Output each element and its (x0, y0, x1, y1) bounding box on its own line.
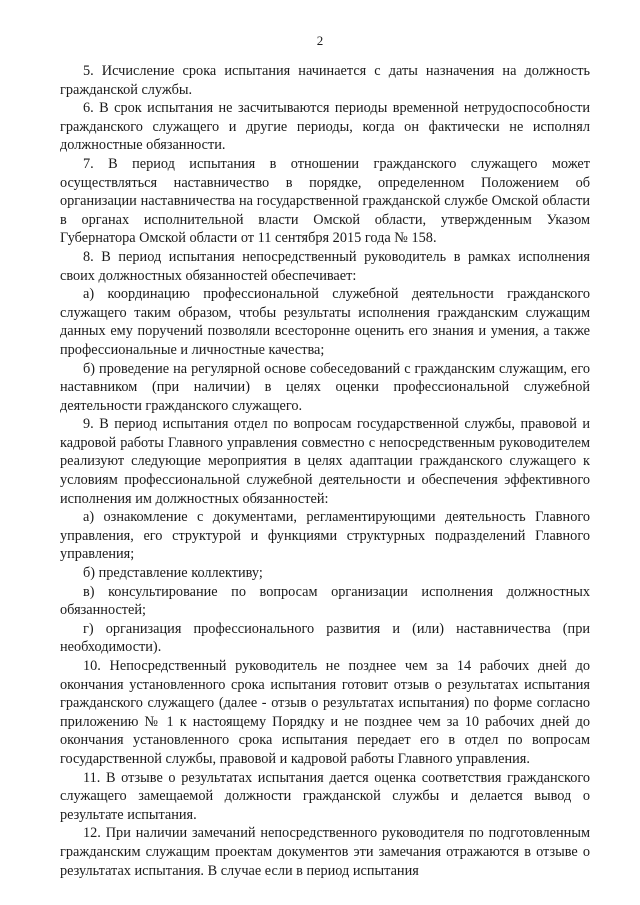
paragraph-5: 5. Исчисление срока испытания начинается с даты назначения на должность гражданской службы. (60, 63, 590, 98)
paragraph-10: 10. Непосредственный руководитель не позднее чем за 14 рабочих дней до окончания установленного срока испытания готовит отзыв о результатах испытания гражданского служащего (далее - отзыв о результатах испытания) по форме согласно приложению № 1 к настоящему Порядку и не позднее чем за 10 рабочих дней до окончания установленного срока испытания передает его в отдел по вопросам государственной службы, правовой и кадровой работы Главного управления. (60, 658, 590, 767)
paragraph-9a: а) ознакомление с документами, регламентирующими деятельность Главного управления, его структурой и функциями структурных подразделений Главного управления; (60, 509, 590, 563)
paragraph-12: 12. При наличии замечаний непосредственного руководителя по подготовленным гражданским служащим проектам документов эти замечания отражаются в отзыве о результатах испытания. В случае если в период испытания (60, 825, 590, 879)
paragraph-9c: в) консультирование по вопросам организации исполнения должностных обязанностей; (60, 583, 590, 619)
paragraph-7: 7. В период испытания в отношении гражданского служащего может осуществляться наставничество в порядке, определенном Положением об организации наставничества на государственной гражданской службе Омской области в органах исполнительной власти Омской области, утвержденным Указом Губернатора Омской области от 11 сентября 2015 года № 158. (60, 155, 590, 247)
paragraph-9: 9. В период испытания отдел по вопросам государственной службы, правовой и кадровой работы Главного управления совместно с непосредственным руководителем реализуют следующие мероприятия в целях адаптации гражданского служащего к условиям профессиональной служебной деятельности и обеспечения эффективного исполнения им должностных обязанностей: (60, 416, 590, 507)
paragraph-8b: б) проведение на регулярной основе собеседований с гражданским служащим, его наставником (при наличии) в целях оценки профессиональной служебной деятельности гражданского служащего. (60, 360, 590, 414)
paragraph-9b: б) представление коллективу; (83, 565, 263, 582)
document-body (60, 62, 590, 880)
paragraph-11: 11. В отзыве о результатах испытания дается оценка соответствия гражданского служащего замещаемой должности гражданской службы и делается вывод о результате испытания. (60, 769, 590, 823)
paragraph-9d: г) организация профессионального развития и (или) наставничества (при необходимости). (60, 620, 590, 656)
paragraph-8: 8. В период испытания непосредственный руководитель в рамках исполнения своих должностных обязанностей обеспечивает: (60, 248, 590, 284)
page-number: 2 (316, 33, 324, 48)
paragraph-6: 6. В срок испытания не засчитываются периоды временной нетрудоспособности гражданского служащего и другие периоды, когда он фактически не исполнял должностные обязанности. (60, 100, 590, 154)
paragraph-8a: а) координацию профессиональной служебной деятельности гражданского служащего таким образом, чтобы результаты исполнения гражданским служащим данных ему поручений позволяли всесторонне оценить его знания и умения, а также профессиональные и личностные качества; (60, 286, 590, 358)
